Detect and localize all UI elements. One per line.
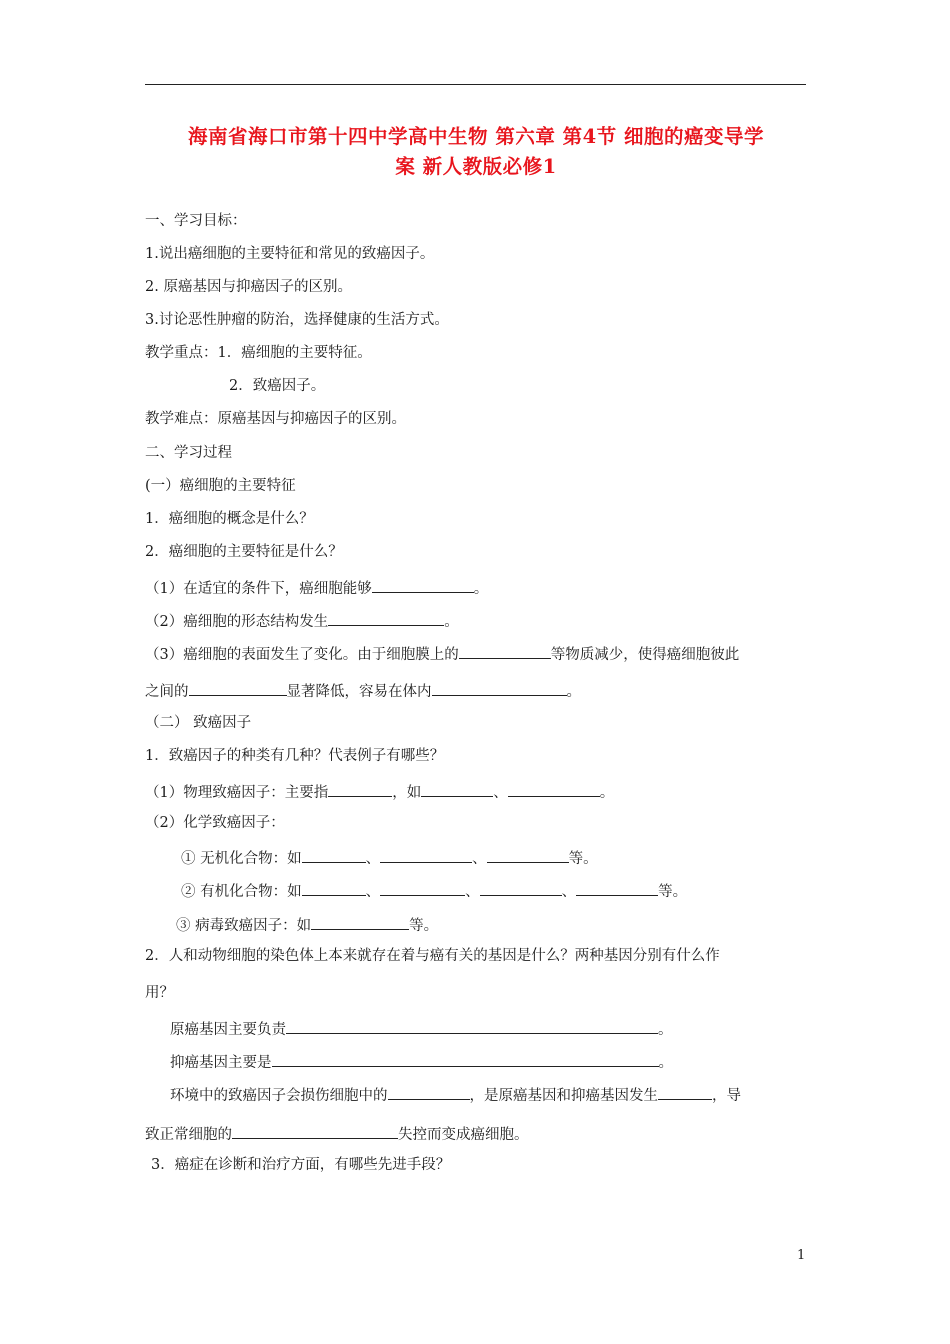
environment-statement-cont: 致正常细胞的 失控而变成癌细胞。 bbox=[145, 1122, 529, 1145]
fill-blank[interactable] bbox=[380, 846, 472, 863]
question-2: 2．癌细胞的主要特征是什么？ bbox=[145, 544, 343, 560]
objective-3: 3.讨论恶性肿瘤的防治，选择健康的生活方式。 bbox=[145, 312, 449, 328]
header-rule bbox=[145, 84, 806, 85]
factor-question-2-cont: 用？ bbox=[145, 985, 174, 1001]
fill-blank[interactable] bbox=[372, 576, 474, 593]
fill-blank[interactable] bbox=[311, 913, 409, 930]
teaching-focus-2: 2．致癌因子。 bbox=[229, 378, 326, 394]
proto-oncogene-answer: 原癌基因主要负责 。 bbox=[170, 1017, 673, 1040]
teaching-difficulty: 教学难点：原癌基因与抑癌因子的区别。 bbox=[145, 411, 406, 427]
tumor-suppressor-answer: 抑癌基因主要是 。 bbox=[170, 1050, 673, 1073]
fill-blank[interactable] bbox=[380, 879, 465, 896]
objective-2: 2. 原癌基因与抑癌因子的区别。 bbox=[145, 279, 352, 295]
fill-blank[interactable] bbox=[272, 1050, 659, 1067]
viral-carcinogens: ③ 病毒致癌因子：如 等。 bbox=[176, 913, 438, 936]
fill-blank[interactable] bbox=[286, 1017, 658, 1034]
fill-blank[interactable] bbox=[432, 679, 567, 696]
page-number: 1 bbox=[797, 1248, 806, 1263]
question-2-part-1: （1）在适宜的条件下，癌细胞能够 。 bbox=[145, 576, 488, 599]
fill-blank[interactable] bbox=[302, 846, 366, 863]
environment-statement: 环境中的致癌因子会损伤细胞中的 ，是原癌基因和抑癌基因发生 ，导 bbox=[170, 1083, 741, 1106]
document-title bbox=[140, 122, 812, 182]
title-line-2: 案 新人教版必修1 bbox=[395, 155, 557, 178]
fill-blank[interactable] bbox=[658, 1083, 712, 1100]
organic-compounds: ② 有机化合物：如 、 、 、 等。 bbox=[181, 879, 687, 902]
fill-blank[interactable] bbox=[480, 879, 562, 896]
factor-question-1: 1．致癌因子的种类有几种？代表例子有哪些？ bbox=[145, 748, 445, 764]
fill-blank[interactable] bbox=[487, 846, 569, 863]
question-2-part-3: （3）癌细胞的表面发生了变化。由于细胞膜上的 等物质减少，使得癌细胞彼此 bbox=[145, 642, 739, 665]
subsection-cancer-features: (一）癌细胞的主要特征 bbox=[145, 478, 296, 494]
fill-blank[interactable] bbox=[576, 879, 658, 896]
question-2-part-3-cont: 之间的 显著降低，容易在体内 。 bbox=[145, 679, 581, 702]
fill-blank[interactable] bbox=[459, 642, 551, 659]
fill-blank[interactable] bbox=[421, 780, 493, 797]
question-1: 1．癌细胞的概念是什么？ bbox=[145, 511, 314, 527]
section-heading-objectives: 一、学习目标： bbox=[145, 213, 247, 229]
fill-blank[interactable] bbox=[189, 679, 287, 696]
fill-blank[interactable] bbox=[302, 879, 366, 896]
fill-blank[interactable] bbox=[328, 780, 392, 797]
inorganic-compounds: ① 无机化合物：如 、 、 等。 bbox=[181, 846, 598, 869]
teaching-focus-1: 教学重点：1．癌细胞的主要特征。 bbox=[145, 345, 372, 361]
title-line-1: 海南省海口市第十四中学高中生物 第六章 第4节 细胞的癌变导学 bbox=[188, 125, 764, 148]
factor-question-3: 3．癌症在诊断和治疗方面，有哪些先进手段？ bbox=[151, 1157, 451, 1173]
section-heading-process: 二、学习过程 bbox=[145, 445, 232, 461]
question-2-part-2: （2）癌细胞的形态结构发生 。 bbox=[145, 609, 459, 632]
physical-carcinogens: （1）物理致癌因子：主要指 ，如 、 。 bbox=[145, 780, 614, 803]
fill-blank[interactable] bbox=[388, 1083, 470, 1100]
fill-blank[interactable] bbox=[328, 609, 444, 626]
objective-1: 1.说出癌细胞的主要特征和常见的致癌因子。 bbox=[145, 246, 435, 262]
factor-question-2: 2．人和动物细胞的染色体上本来就存在着与癌有关的基因是什么？两种基因分别有什么作 bbox=[145, 948, 720, 964]
subsection-carcinogens: （二） 致癌因子 bbox=[145, 715, 252, 731]
chemical-carcinogens: （2）化学致癌因子： bbox=[145, 815, 285, 831]
fill-blank[interactable] bbox=[508, 780, 600, 797]
fill-blank[interactable] bbox=[232, 1122, 398, 1139]
